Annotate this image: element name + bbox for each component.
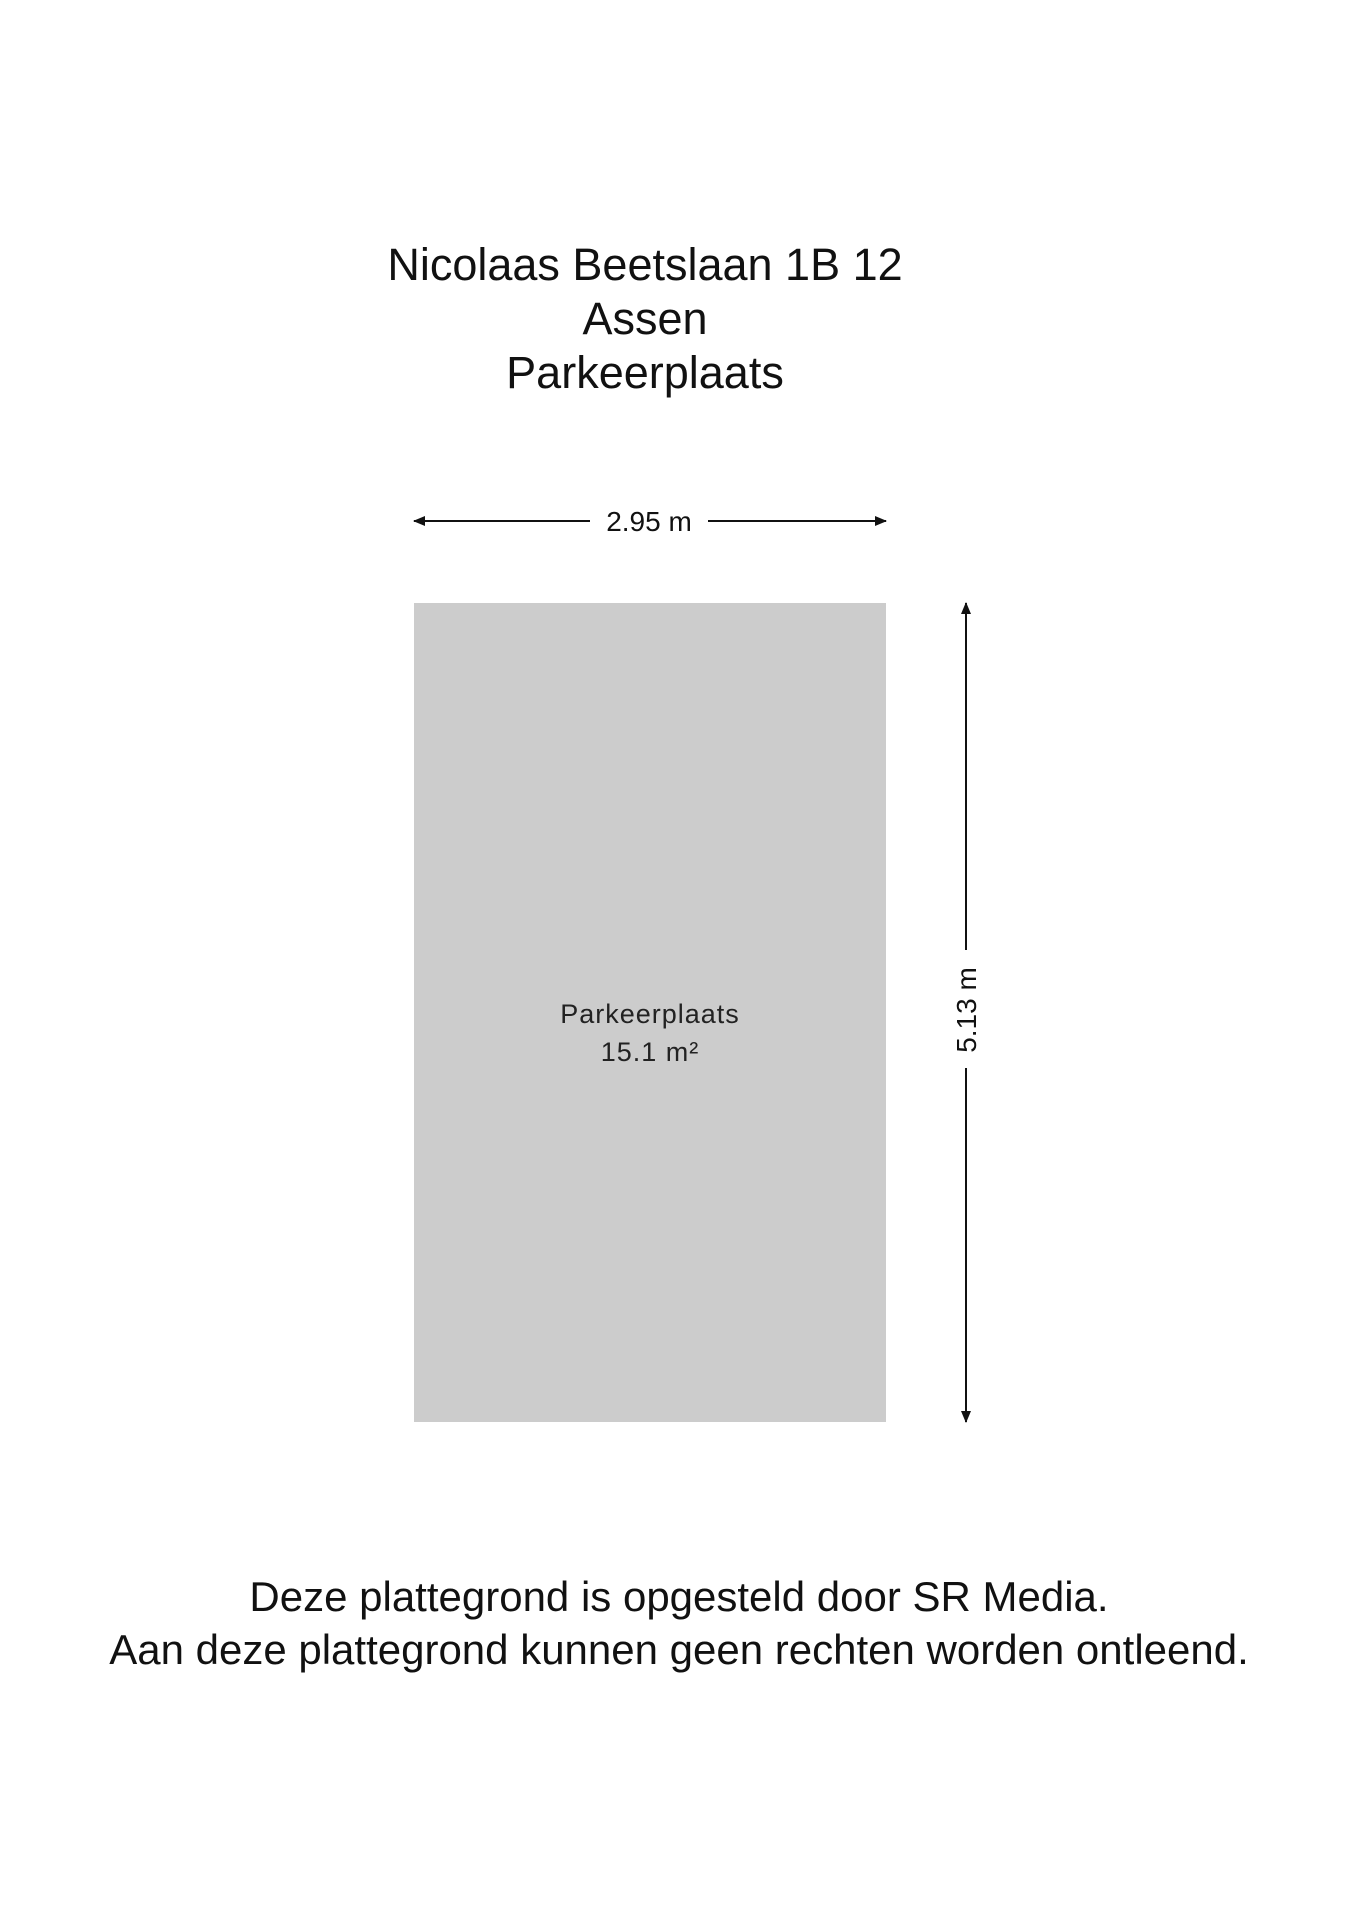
depth-dimension (951, 603, 982, 1422)
address-title: Nicolaas Beetslaan 1B 12 (387, 239, 903, 290)
disclaimer-block (0, 1570, 1358, 1676)
disclaimer-line-1: Deze plattegrond is opgesteld door SR Media. (249, 1573, 1109, 1620)
depth-dimension-label: 5.13 m (951, 967, 982, 1053)
room-parkeerplaats (414, 603, 886, 1422)
room-area-label: 15.1 m² (600, 1037, 700, 1067)
city-title: Assen (582, 293, 708, 344)
room-name-label: Parkeerplaats (560, 999, 740, 1029)
width-dimension (414, 506, 886, 537)
disclaimer-line-2: Aan deze plattegrond kunnen geen rechten worden ontleend. (109, 1626, 1249, 1673)
floor-title: Parkeerplaats (506, 347, 784, 398)
width-dimension-label: 2.95 m (606, 506, 692, 537)
